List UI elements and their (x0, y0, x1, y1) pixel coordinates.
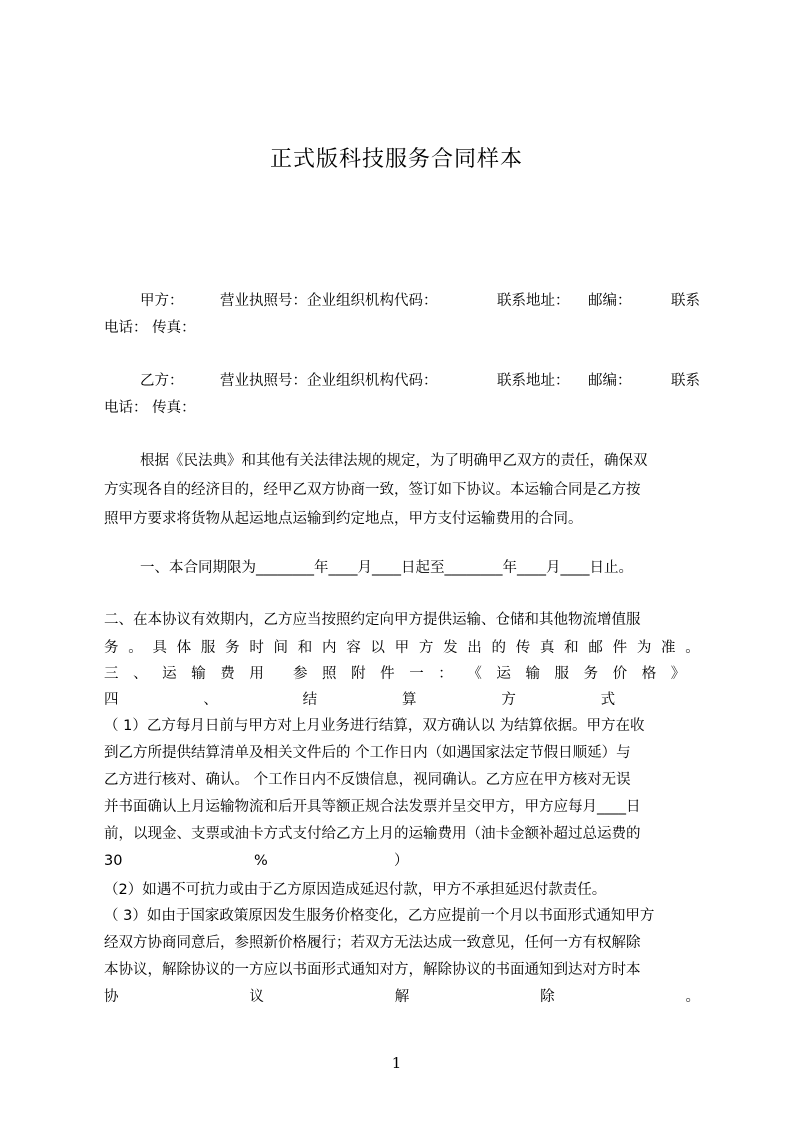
clause-2-line-1: 二、在本协议有效期内，乙方应当按照约定向甲方提供运输、仓储和其他物流增值服 (104, 612, 641, 628)
clause-3: 三 、 运 输 费 用 参 照 附 件 一 ： 《 运 输 服 务 价 格 》 (104, 666, 686, 682)
party-b-contact: 联系 (671, 373, 700, 389)
document-title: 正式版科技服务合同样本 (269, 147, 523, 172)
last-line: 协 议 解 除 。 (104, 989, 700, 1005)
item-3-line-3: 本协议，解除协议的一方应以书面形式通知对方，解除协议的书面通知到达对方时本 (104, 962, 641, 978)
settle-line-1: （ 1）乙方每月日前与甲方对上月业务进行结算，双方确认以 为结算依据。甲方在收 (104, 718, 645, 734)
party-b-label: 乙方： (140, 373, 184, 389)
settle-line-5: 前，以现金、支票或油卡方式支付给乙方上月的运输费用（油卡金额补超过总运费的 (104, 826, 641, 842)
party-b-line-2: 电话： 传真： (104, 400, 196, 416)
clause-4: 四 、 结 算 方 式 (104, 692, 616, 708)
party-a-license: 营业执照号：企业组织机构代码： (220, 293, 438, 309)
settle-line-4: 并书面确认上月运输物流和后开具等额正规合法发票并呈交甲方，甲方应每月____日 (104, 799, 641, 815)
intro-line-3: 照甲方要求将货物从起运地点运输到约定地点，甲方支付运输费用的合同。 (104, 511, 583, 527)
party-b-line-1 (104, 369, 700, 393)
item-3-line-2: 经双方协商同意后，参照新价格履行；若双方无法达成一致意见，任何一方有权解除 (104, 935, 641, 951)
party-a-label: 甲方： (140, 293, 184, 309)
party-a-contact: 联系 (671, 293, 700, 309)
percent-line: 30 % ） (104, 853, 409, 869)
party-b-address: 联系地址： (497, 373, 570, 389)
intro-line-1: 根据《民法典》和其他有关法律法规的规定，为了明确甲乙双方的责任，确保双 (140, 453, 648, 469)
clause-1: 一、本合同期限为________年____月____日起至________年____月____日止。 (140, 560, 633, 576)
item-3-line-1: （ 3）如由于国家政策原因发生服务价格变化，乙方应提前一个月以书面形式通知甲方 (104, 908, 655, 924)
party-a-line-2: 电话： 传真： (104, 320, 196, 336)
clause-2-line-2: 务 。 具 体 服 务 时 间 和 内 容 以 甲 方 发 出 的 传 真 和 邮 件 为 准 。 (104, 640, 700, 656)
party-b-postcode: 邮编： (588, 373, 632, 389)
settle-line-2: 到乙方所提供结算清单及相关文件后的 个工作日内（如遇国家法定节假日顺延）与 (104, 745, 631, 761)
party-a-address: 联系地址： (497, 293, 570, 309)
settle-line-3: 乙方进行核对、确认。 个工作日内不反馈信息，视同确认。乙方应在甲方核对无误 (104, 772, 631, 788)
party-b-license: 营业执照号：企业组织机构代码： (220, 373, 438, 389)
party-a-postcode: 邮编： (588, 293, 632, 309)
party-a-line-1 (104, 289, 700, 313)
item-2: （2）如遇不可抗力或由于乙方原因造成延迟付款，甲方不承担延迟付款责任。 (104, 882, 607, 898)
intro-line-2: 方实现各自的经济目的，经甲乙双方协商一致，签订如下协议。本运输合同是乙方按 (104, 482, 641, 498)
page-number: 1 (391, 1054, 402, 1072)
